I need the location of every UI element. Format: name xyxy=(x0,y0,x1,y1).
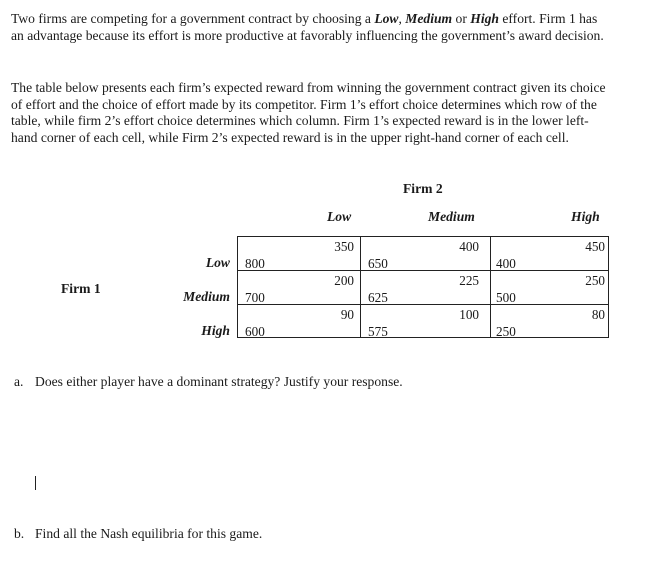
col-label-high: High xyxy=(571,209,600,224)
row-label-high: High xyxy=(201,323,230,338)
question-b-text: Find all the Nash equilibria for this game. xyxy=(35,526,263,541)
payoff-firm1: 575 xyxy=(368,324,388,339)
text-cursor[interactable] xyxy=(35,476,36,490)
intro-paragraph-1 xyxy=(11,11,611,44)
row-divider xyxy=(237,270,609,271)
effort-medium-term: Medium xyxy=(405,11,453,26)
question-a-marker: a. xyxy=(14,374,24,389)
payoff-firm2: 100 xyxy=(459,307,479,322)
payoff-firm1: 250 xyxy=(496,324,516,339)
payoff-firm2: 90 xyxy=(340,307,354,322)
col-label-low: Low xyxy=(327,209,352,224)
payoff-firm2: 80 xyxy=(591,307,605,322)
payoff-firm1: 650 xyxy=(368,256,388,271)
effort-high-term: High xyxy=(470,11,499,26)
intro-p1-rest: effort. Firm 1 has an advantage because its effort is more productive at favorably influencing the government’s award decision. xyxy=(11,11,604,43)
payoff-firm2: 450 xyxy=(585,239,605,254)
payoff-firm1: 400 xyxy=(496,256,516,271)
intro-p1-comma: , xyxy=(398,11,406,26)
col-label-medium: Medium xyxy=(428,209,475,224)
firm2-label: Firm 2 xyxy=(403,181,443,196)
effort-low-term: Low xyxy=(374,11,399,26)
col-divider xyxy=(360,236,361,338)
intro-paragraph-2: The table below presents each firm’s expected reward from winning the government contract given its choice of effort and the choice of effort made by its competitor. Firm 1’s effort choice determines which row of the table, while firm 2’s effort choice determines which column. Firm 1’s expected reward is in the lower left-hand corner of each cell, while Firm 2’s expected reward is in the upper right-hand corner of each cell. xyxy=(11,80,606,145)
payoff-firm2: 350 xyxy=(334,239,354,254)
question-a-text: Does either player have a dominant strategy? Justify your response. xyxy=(35,374,403,389)
payoff-firm1: 700 xyxy=(245,290,265,305)
firm1-label: Firm 1 xyxy=(61,281,101,296)
col-divider xyxy=(490,236,491,338)
row-label-medium: Medium xyxy=(183,289,230,304)
payoff-firm2: 250 xyxy=(585,273,605,288)
intro-p1-text: Two firms are competing for a government contract by choosing a xyxy=(11,11,375,26)
payoff-firm2: 200 xyxy=(334,273,354,288)
payoff-firm1: 625 xyxy=(368,290,388,305)
payoff-table xyxy=(237,236,609,338)
payoff-firm2: 400 xyxy=(459,239,479,254)
payoff-firm1: 500 xyxy=(496,290,516,305)
question-b-marker: b. xyxy=(14,526,25,541)
payoff-firm2: 225 xyxy=(459,273,479,288)
payoff-firm1: 800 xyxy=(245,256,265,271)
row-label-low: Low xyxy=(205,255,230,270)
row-divider xyxy=(237,304,609,305)
payoff-firm1: 600 xyxy=(245,324,265,339)
intro-p1-or: or xyxy=(452,11,471,26)
